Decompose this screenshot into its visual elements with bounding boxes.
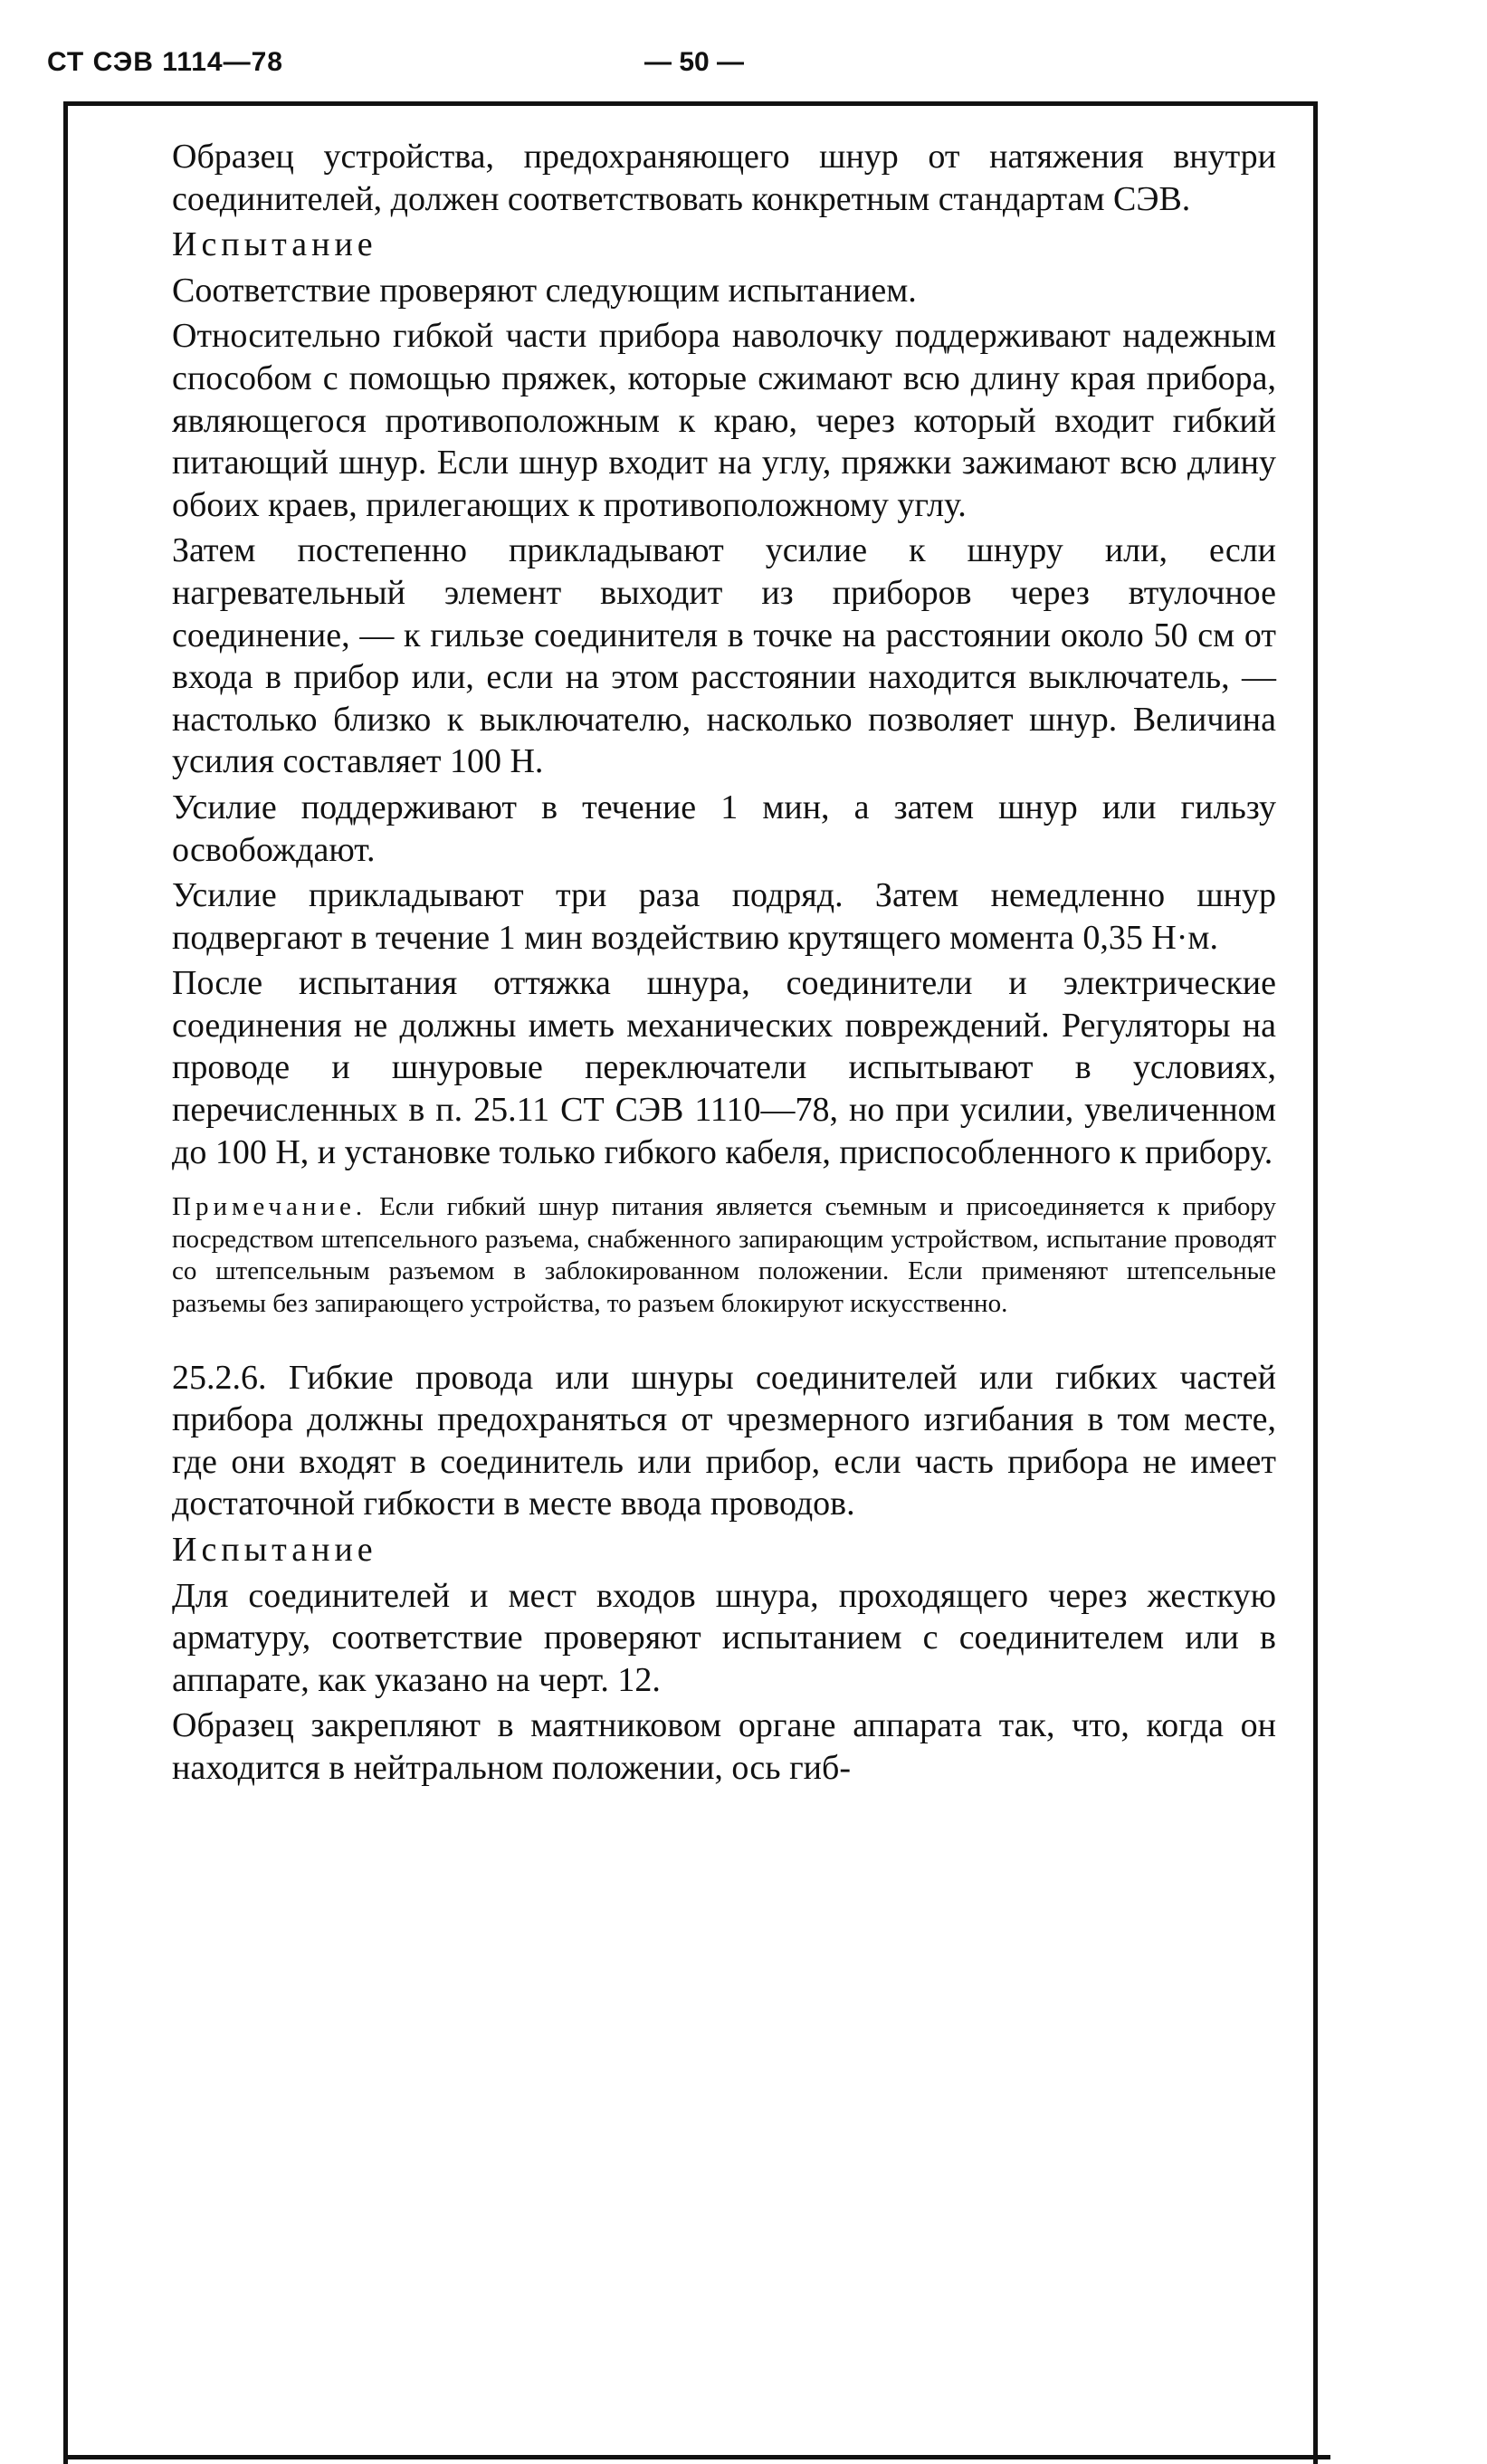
paragraph-1: Образец устройства, предохраняющего шнур от натяжения внутри соединителей, должен соответствовать конкретным стандартам СЭВ. [172, 138, 1276, 218]
paragraph-2: Соответствие проверяют следующим испытанием. [172, 271, 917, 310]
frame-left-rule [63, 101, 68, 2464]
frame-right-rule [1313, 101, 1318, 2464]
frame-top-rule [63, 101, 1318, 106]
paragraph-10: Образец закрепляют в маятниковом органе аппарата так, что, когда он находится в нейтральном положении, ось гиб- [172, 1706, 1276, 1787]
standard-code: СТ СЭВ 1114—78 [47, 47, 283, 77]
paragraph-6: Усилие прикладывают три раза подряд. Затем немедленно шнур подвергают в течение 1 мин воздействию крутящего момента 0,35 Н·м. [172, 876, 1276, 957]
page-header [47, 47, 1332, 101]
paragraph-5: Усилие поддерживают в течение 1 мин, а затем шнур или гильзу освобождают. [172, 788, 1276, 869]
document-body [172, 136, 1276, 1793]
page-number: — 50 — [644, 47, 745, 77]
note-label: Примечание. [172, 1192, 367, 1222]
note-text: Если гибкий шнур питания является съемным и присоединяется к прибору посредством штепсельного разъема, снабженного запирающим устройством, испытание проводят со штепсельным разъемом в заблокированном положении. Если применяют штепсельные разъемы без запирающего устройства, то разъем блокируют искусственно. [172, 1192, 1276, 1319]
paragraph-3: Относительно гибкой части прибора наволочку поддерживают надежным способом с помощью пряжек, которые сжимают всю длину края прибора, являющегося противоположным к краю, через который входит гибкий питающий шнур. Если шнур входит на углу, пряжки зажимают всю длину обоих краев, прилегающих к противоположному углу. [172, 317, 1276, 524]
paragraph-9: Для соединителей и мест входов шнура, проходящего через жесткую арматуру, соответствие проверяют испытанием с соединителем или в аппарате, как указано на черт. 12. [172, 1576, 1276, 1699]
paragraph-7: После испытания оттяжка шнура, соединители и электрические соединения не должны иметь механических повреждений. Регуляторы на проводе и шнуровые переключатели испытывают в условиях, перечисленных в п. 25.11 СТ СЭВ 1110—78, но при усилии, увеличенном до 100 Н, и установке только гибкого кабеля, приспособленного к прибору. [172, 964, 1276, 1171]
note-paragraph [172, 1191, 1276, 1320]
paragraph-8: 25.2.6. Гибкие провода или шнуры соединителей или гибких частей прибора должны предохраняться от чрезмерного изгибания в том месте, где они входят в соединитель или прибор, если часть прибора не имеет достаточной гибкости в месте ввода проводов. [172, 1358, 1276, 1523]
section-heading-test-2: Испытание [172, 1531, 377, 1569]
section-heading-test: Испытание [172, 225, 377, 264]
paragraph-4: Затем постепенно прикладывают усилие к шнуру или, если нагревательный элемент выходит из приборов через втулочное соединение, — к гильзе соединителя в точке на расстоянии около 50 см от входа в прибор или, если на этом расстоянии находится выключатель, — настолько близко к выключателю, насколько позволяет шнур. Величина усилия составляет 100 Н. [172, 531, 1276, 781]
frame-bottom-rule [63, 2455, 1330, 2459]
